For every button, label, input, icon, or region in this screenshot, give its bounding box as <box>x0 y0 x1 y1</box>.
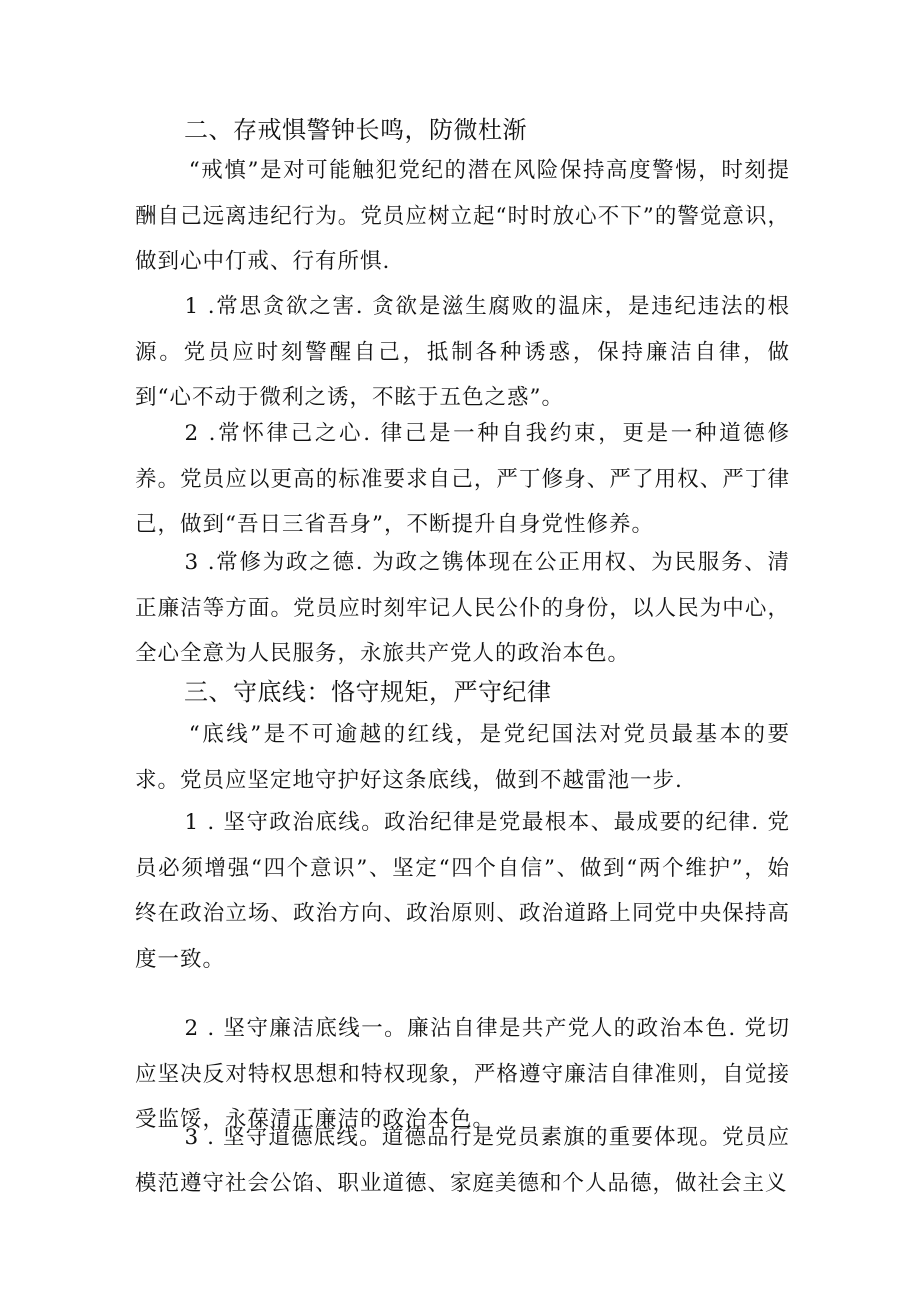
paragraph-item-self-discipline: 2 .常怀律己之心. 律己是一种自我约束，更是一种道德修养。党员应以更高的标准要求自己，严丁修身、严了用权、严丁律己，做到“吾日三省吾身”，不断提升自身党性修养。 <box>135 421 790 537</box>
paragraph-item-governance-virtue: 3 .常修为政之德. 为政之镌体现在公正用权、为民服务、清正廉洁等方面。党员应时刻牢记人民公仆的身份，以人民为中心，全心全意为人民服务，永旅共产党人的政治本色。 <box>135 550 790 666</box>
section-heading-2: 二、存戒惧警钟长鸣，防微杜渐 <box>184 116 527 144</box>
paragraph-item-integrity-line: 2 . 坚守廉洁底线一。廉沾自律是共产党人的政治本色. 党切应坚决反对特权思想和特权现象，严格遵守廉洁自律准则，自觉接受监馁，永葆清正廉洁的政治本色。 <box>135 1016 790 1132</box>
paragraph-item-greed: 1 .常思贪欲之害. 贪欲是滋生腐败的温床，是违纪违法的根源。党员应时刻警醒自己，抵制各种诱惑，保持廉洁自律，做到“心不动于微利之诱，不眩于五色之惑”。 <box>135 294 790 410</box>
section-heading-3: 三、守底线：恪守规矩，严守纪律 <box>184 678 552 706</box>
paragraph-bottom-line-intro: “底线”是不可逾越的红线，是党纪国法对党员最基本的要求。党员应坚定地守护好这条底线，做到不越雷池一步. <box>135 722 790 793</box>
paragraph-vigilance-intro: “戒慎”是对可能触犯党纪的潜在风险保持高度警惕，时刻提酬自己远离违纪行为。党员应树立起“时时放心不下”的警觉意识，做到心中仃戒、行有所惧. <box>135 158 790 274</box>
paragraph-item-political-line: 1 . 坚守政治底线。政治纪律是党最根本、最成要的纪律. 党员必须增强“四个意识”、坚定“四个自信”、做到“两个维护”，始终在政治立场、政治方向、政治原则、政治道路上同党中央保持高度一致。 <box>135 810 790 972</box>
paragraph-item-moral-line: 3 . 坚守道德底线。道德品行是党员素旗的重要体现。党员应模范遵守社会公馅、职业道德、家庭美德和个人品德，做社会主义 <box>135 1125 790 1196</box>
